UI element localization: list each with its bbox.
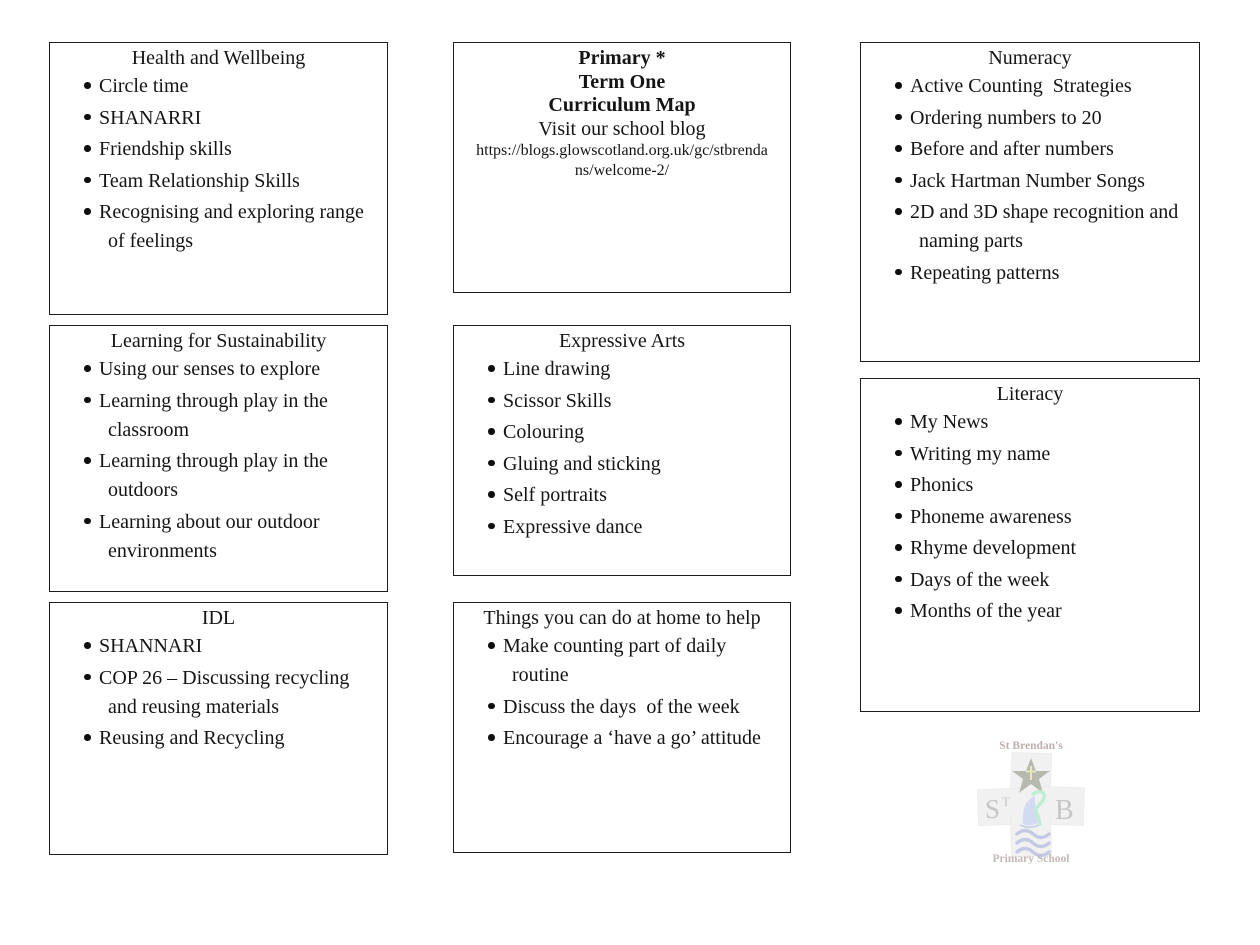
list-item-line: COP 26 – Discussing recycling (99, 666, 350, 689)
list-item (84, 355, 385, 384)
list-item (84, 724, 385, 753)
list-item-line: Phoneme awareness (910, 505, 1072, 528)
list-item-line: Writing my name (910, 442, 1051, 465)
list-item (895, 597, 1197, 626)
home-help-list (454, 632, 790, 753)
list-item-line: Reusing and Recycling (99, 727, 285, 749)
list-item-line: Team Relationship Skills (99, 169, 300, 192)
list-item-line: Active Counting Strategies (910, 75, 1132, 97)
box-title: Things you can do at home to help (483, 607, 761, 629)
list-item (84, 387, 385, 445)
list-item-line: Line drawing (503, 358, 611, 380)
idl-box (49, 602, 388, 855)
list-item (488, 513, 788, 542)
idl-list (50, 632, 387, 753)
list-item-line: Gluing and sticking (503, 452, 661, 475)
list-item-line: naming parts (919, 230, 1023, 252)
numeracy-list (861, 72, 1199, 288)
list-item-line: classroom (108, 418, 190, 441)
list-item (84, 167, 385, 196)
logo-school-name: St Brendan's (999, 740, 1063, 752)
list-item-line: Days of the week (910, 568, 1050, 591)
st-brendans-crest-icon (973, 736, 1089, 864)
list-item-line: Learning through play in the (99, 450, 328, 472)
list-item-line: Self portraits (503, 484, 607, 506)
list-item (488, 693, 788, 722)
list-item (488, 724, 788, 753)
blog-url-line-1: https://blogs.glowscotland.org.uk/gc/stbrenda (476, 142, 768, 159)
box-title: Expressive Arts (558, 330, 686, 352)
list-item (488, 450, 788, 479)
list-item (84, 135, 385, 164)
list-item-line: environments (108, 539, 217, 562)
list-item-line: Before and after numbers (910, 138, 1114, 160)
list-item (895, 408, 1197, 437)
blog-url-link[interactable] (454, 141, 790, 181)
box-title: Literacy (996, 383, 1064, 405)
numeracy-box (860, 42, 1200, 362)
list-item-line: Learning about our outdoor (99, 510, 320, 533)
list-item-line: Learning through play in the (99, 389, 328, 412)
home-help-box (453, 602, 791, 853)
literacy-list (861, 408, 1199, 626)
box-title: Learning for Sustainability (110, 330, 327, 352)
sustainability-box (49, 325, 388, 592)
list-item (84, 198, 385, 256)
list-item (895, 534, 1197, 563)
logo-letter-b: B (1055, 795, 1074, 826)
list-item (84, 508, 385, 566)
list-item-line: Phonics (910, 474, 974, 496)
list-item-line: Rhyme development (910, 537, 1077, 559)
literacy-box (860, 378, 1200, 712)
logo-letter-s: S (985, 794, 1001, 824)
list-item (84, 632, 385, 661)
curriculum-map-title-box (453, 42, 791, 293)
list-item-line: Discuss the days of the week (503, 695, 740, 718)
list-item-line: of feelings (108, 230, 193, 252)
list-item-line: Jack Hartman Number Songs (910, 169, 1145, 192)
list-item-line: Expressive dance (503, 515, 643, 538)
list-item-line: 2D and 3D shape recognition and (910, 201, 1179, 223)
list-item (488, 418, 788, 447)
term-title-line: Term One (578, 70, 666, 93)
logo-school-type: Primary School (992, 853, 1070, 864)
list-item (895, 135, 1197, 164)
list-item-line: Encourage a ‘have a go’ attitude (503, 727, 761, 749)
list-item-line: routine (512, 664, 569, 686)
list-item (895, 259, 1197, 288)
list-item-line: Scissor Skills (503, 389, 612, 412)
primary-title-line: Primary * (578, 47, 666, 69)
list-item-line: My News (910, 411, 989, 433)
expressive-arts-list (454, 355, 790, 542)
list-item-line: SHANARRI (99, 106, 202, 129)
list-item (84, 72, 385, 101)
box-title: Numeracy (988, 47, 1072, 69)
list-item (895, 503, 1197, 532)
list-item (895, 72, 1197, 101)
list-item-line: Repeating patterns (910, 261, 1060, 284)
list-item-line: Friendship skills (99, 138, 232, 160)
logo-letter-t: T (1002, 794, 1010, 809)
list-item-line: Recognising and exploring range (99, 201, 364, 223)
blog-subtitle: Visit our school blog (538, 117, 706, 140)
expressive-arts-box (453, 325, 791, 576)
list-item (84, 664, 385, 722)
list-item (488, 481, 788, 510)
list-item (488, 387, 788, 416)
list-item-line: and reusing materials (108, 695, 280, 718)
list-item (488, 632, 788, 690)
box-title: IDL (201, 607, 236, 629)
list-item (895, 440, 1197, 469)
school-logo (973, 736, 1089, 864)
list-item-line: outdoors (108, 479, 178, 501)
health-wellbeing-list (50, 72, 387, 256)
sustainability-list (50, 355, 387, 566)
list-item-line: Circle time (99, 75, 189, 97)
curriculum-map-line: Curriculum Map (548, 94, 696, 116)
list-item-line: Months of the year (910, 600, 1062, 622)
list-item (84, 104, 385, 133)
list-item-line: SHANNARI (99, 635, 203, 657)
box-title: Health and Wellbeing (131, 47, 306, 69)
list-item (895, 471, 1197, 500)
list-item-line: Make counting part of daily (503, 635, 727, 657)
list-item (895, 566, 1197, 595)
list-item-line: Colouring (503, 421, 585, 443)
health-wellbeing-box (49, 42, 388, 315)
list-item (895, 198, 1197, 256)
blog-url-line-2: ns/welcome-2/ (574, 162, 670, 179)
list-item-line: Ordering numbers to 20 (910, 106, 1102, 129)
list-item (895, 104, 1197, 133)
list-item-line: Using our senses to explore (99, 358, 321, 380)
list-item (84, 447, 385, 505)
list-item (488, 355, 788, 384)
list-item (895, 167, 1197, 196)
